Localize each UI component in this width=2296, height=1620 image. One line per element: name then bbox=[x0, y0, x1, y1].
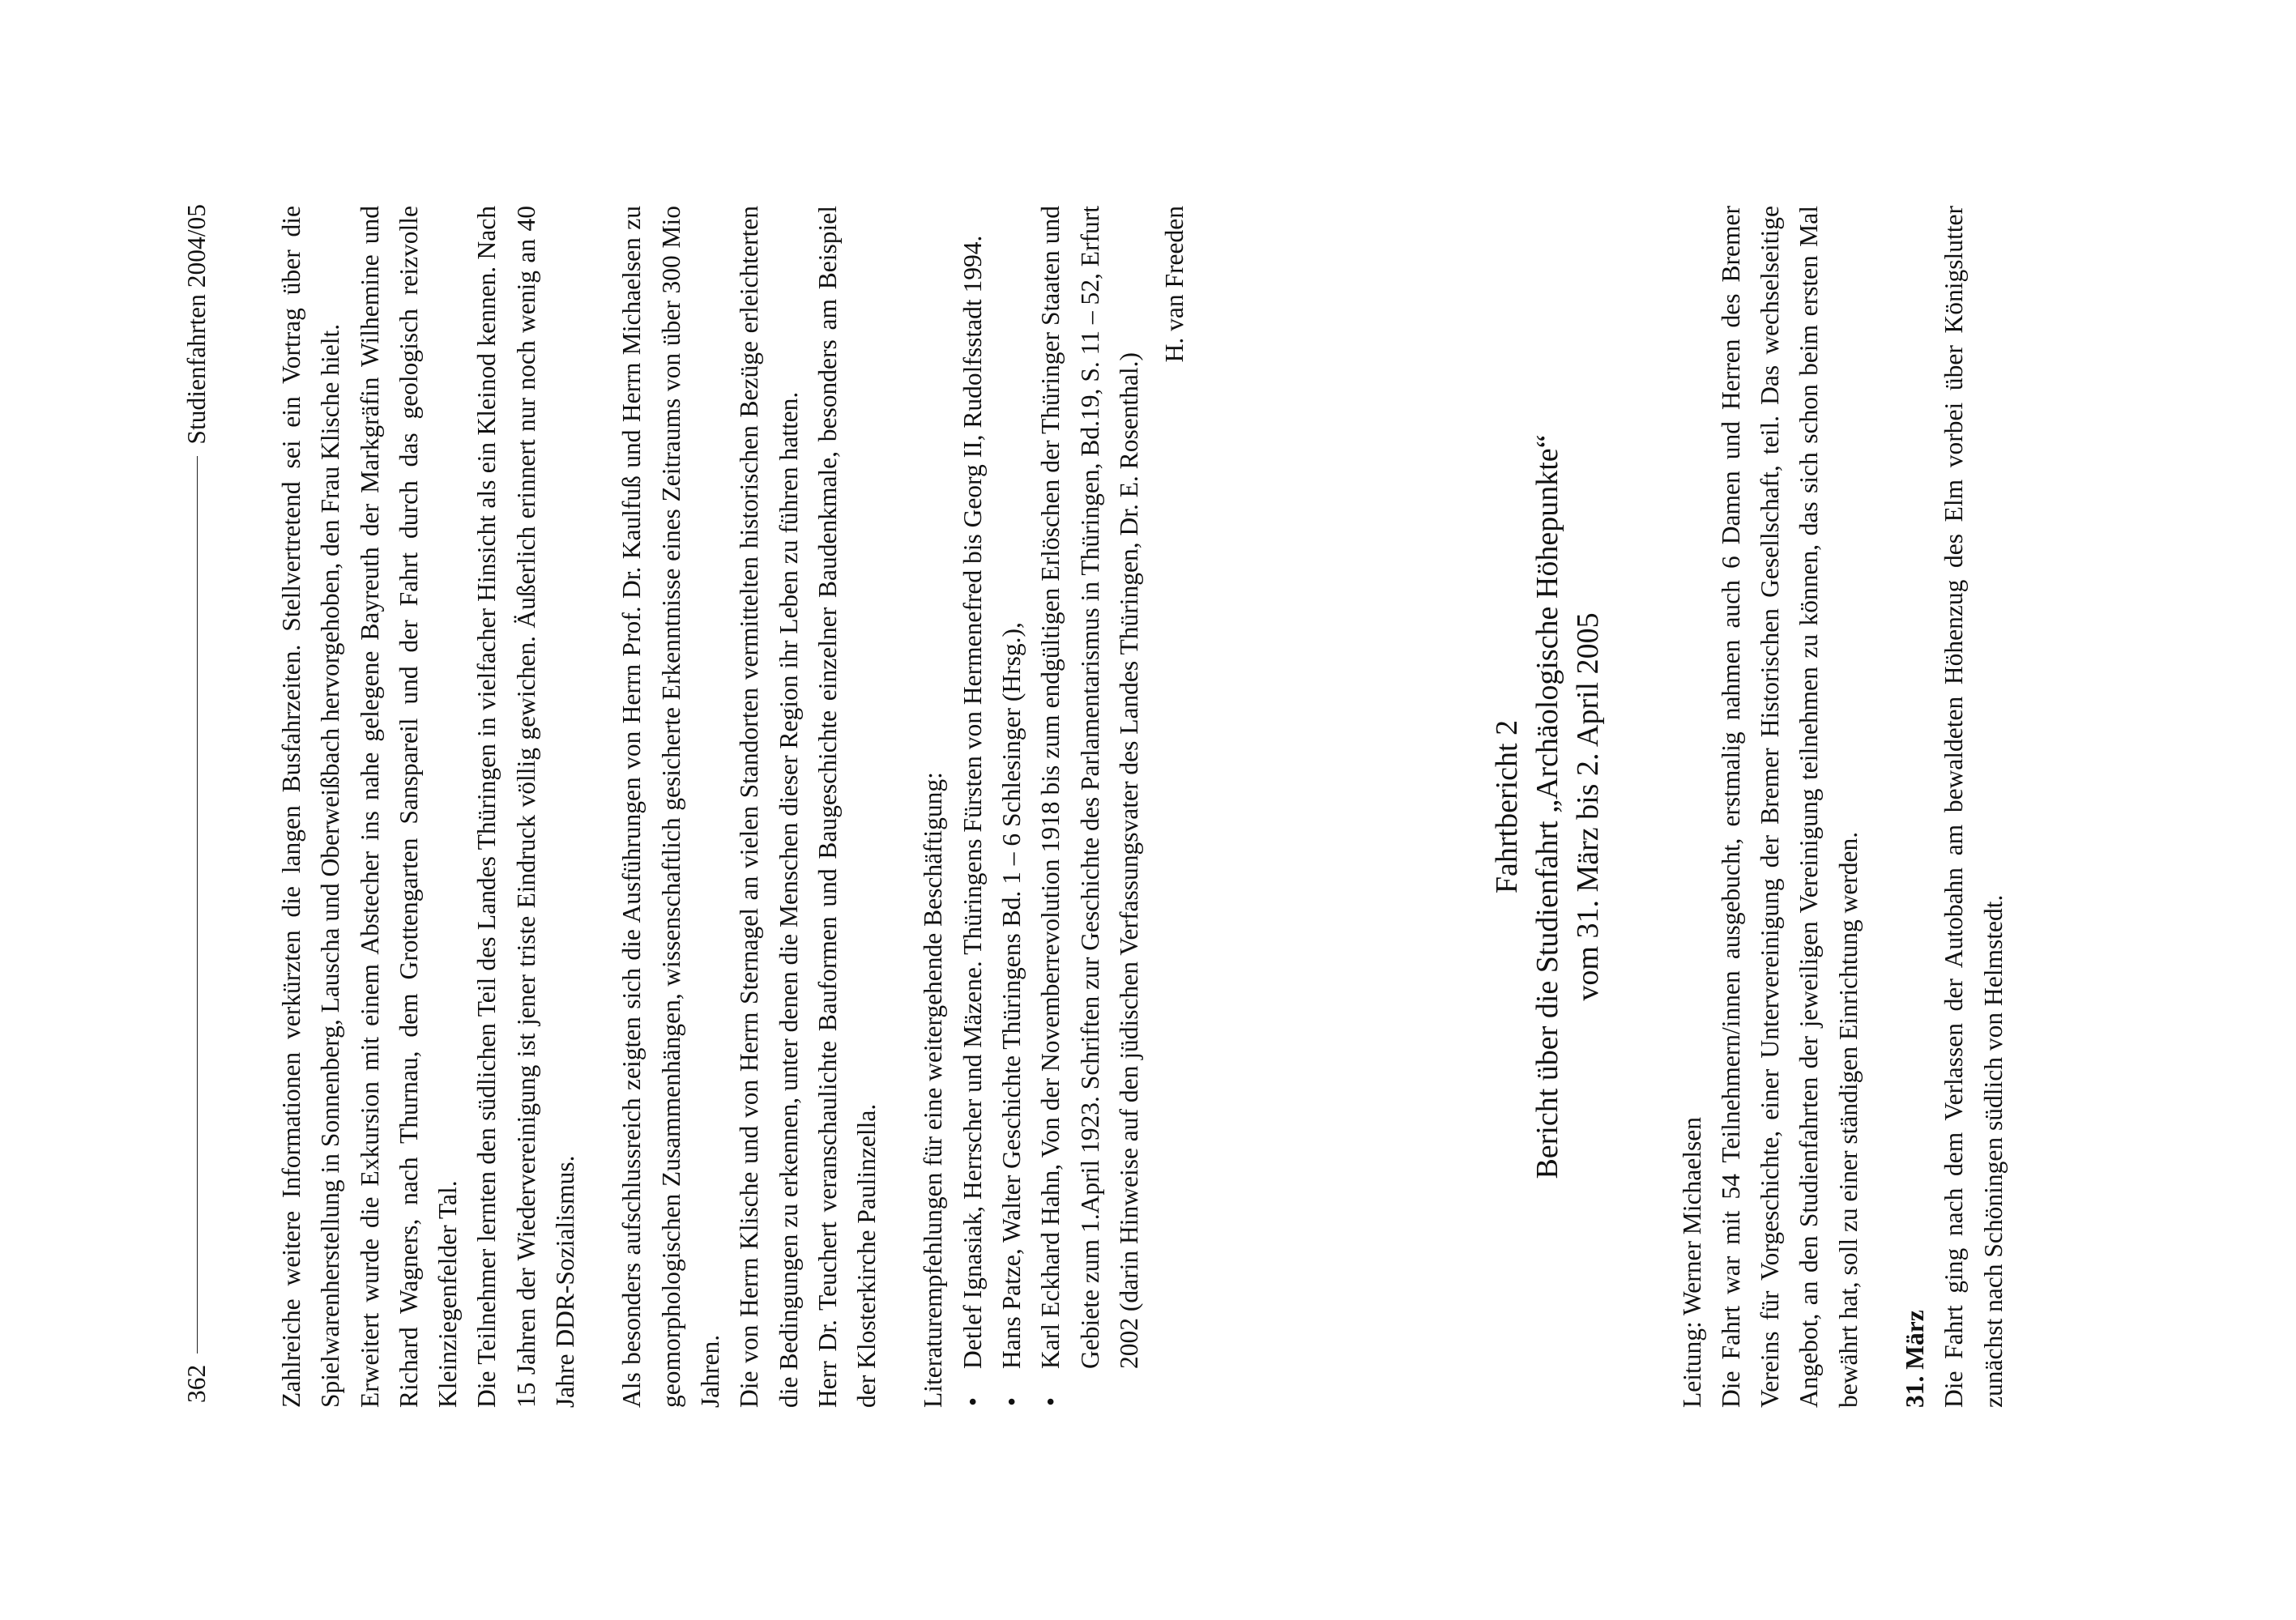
bullet-icon: • bbox=[958, 1396, 987, 1406]
bullet-icon: • bbox=[1036, 1396, 1065, 1406]
paragraph: Die Fahrt war mit 54 Teilnehmern/innen ausgebucht, erstmalig nahmen auch 6 Damen und Herren des Bremer Vereins für Vorgeschichte, einer Untervereinigung der Bremer Historischen Gesellschaft, teil. Das wechselseitige Angebot, an den Studienfahrten der jeweiligen Vereinigung teilnehmen zu können, das sich schon beim ersten Mal bewährt hat, soll zu einer ständigen Einrichtung werden. bbox=[1716, 206, 1863, 1408]
header-rule bbox=[197, 456, 198, 1354]
report-title-line: Fahrtbericht 2 bbox=[1489, 719, 1524, 894]
literature-item bbox=[1031, 206, 1149, 1408]
literature-item bbox=[954, 206, 992, 1408]
literature-list bbox=[954, 206, 1149, 1408]
page-number: 362 bbox=[181, 1364, 211, 1403]
report-title-line: vom 31. März bis 2. April 2005 bbox=[1570, 612, 1605, 1001]
signature: H. van Freeden bbox=[1160, 206, 1189, 363]
literature-text: Detlef Ignasiak, Herrscher und Mäzene. Thüringens Fürsten von Hermenefred bis Georg II, Rudolfsstadt 1994. bbox=[958, 235, 987, 1369]
paragraph: Die Fahrt ging nach dem Verlassen der Autobahn am bewaldeten Höhenzug des Elm vorbei über Königslutter zunächst nach Schöningen südlich von Helmstedt. bbox=[1940, 206, 2008, 1408]
leader-line: Leitung: Werner Michaelsen bbox=[1677, 1116, 1706, 1408]
literature-text: Karl Eckhard Hahn, Von der Novemberrevolution 1918 bis zum endgültigen Erlöschen der Thüringer Staaten und Gebiete zum 1.April 1923. Schriften zur Geschichte des Parlamentarismus in Thüringen, Bd.19, S. 11 – 52, Erfurt 2002 (darin Hinweise auf den jüdischen Verfassungsvater des Landes Thüringen, Dr. E. Rosenthal.) bbox=[1036, 206, 1143, 1369]
bullet-icon: • bbox=[997, 1396, 1026, 1406]
literature-item bbox=[992, 206, 1031, 1408]
literature-text: Hans Patze, Walter Geschichte Thüringens Bd. 1 – 6 Schlesinger (Hrsg.), bbox=[997, 622, 1026, 1369]
report-title bbox=[1487, 206, 1608, 1408]
paragraph: Herr Dr. Teuchert veranschaulichte Bauformen und Baugeschichte einzelner Baudenkmale, besonders am Beispiel der Klosterkirche Paulinzella. bbox=[813, 206, 881, 1408]
paragraph: Zahlreiche weitere Informationen verkürzten die langen Busfahrzeiten. Stellvertretend sei ein Vortrag über die Spielwarenherstellung in Sonnenberg, Lauscha und Oberweißbach hervorgehoben, den Frau Klische hielt. bbox=[277, 206, 345, 1408]
paragraph: Die Teilnehmer lernten den südlichen Teil des Landes Thüringen in vielfacher Hinsicht als ein Kleinod kennen. Nach 15 Jahren der Wiedervereinigung ist jener triste Eindruck völlig gewichen. Äußerlich erinnert nur noch wenig an 40 Jahre DDR-Sozialismus. bbox=[472, 206, 580, 1408]
day-heading: 31. März bbox=[1901, 1310, 1930, 1408]
paragraph: Als besonders aufschlussreich zeigten sich die Ausführungen von Herrn Prof. Dr. Kaulfuß und Herrn Michaelsen zu geomorphologischen Zusammenhängen, wissenschaftlich gesicherte Erkenntnisse eines Zeitraums von über 300 Mio Jahren. bbox=[617, 206, 724, 1408]
page-body bbox=[272, 206, 2013, 1408]
literature-intro: Literaturempfehlungen für eine weitergehende Beschäftigung: bbox=[919, 772, 948, 1408]
running-title: Studienfahrten 2004/05 bbox=[181, 204, 211, 445]
report-title-line: Bericht über die Studienfahrt „Archäologische Höhepunkte“ bbox=[1530, 434, 1564, 1179]
paragraph: Erweitert wurde die Exkursion mit einem Abstecher ins nahe gelegene Bayreuth der Markgräfin Wilhemine und Richard Wagners, nach Thurnau, dem Grottengarten Sanspareil und der Fahrt durch das geologisch reizvolle Kleinziegenfelder Tal. bbox=[355, 206, 463, 1408]
page-header bbox=[177, 204, 216, 1403]
paragraph: Die von Herrn Klische und von Herrn Sternagel an vielen Standorten vermittelten historischen Bezüge erleichterten die Bedingungen zu erkennen, unter denen die Menschen dieser Region ihr Leben zu führen hatten. bbox=[735, 206, 803, 1408]
